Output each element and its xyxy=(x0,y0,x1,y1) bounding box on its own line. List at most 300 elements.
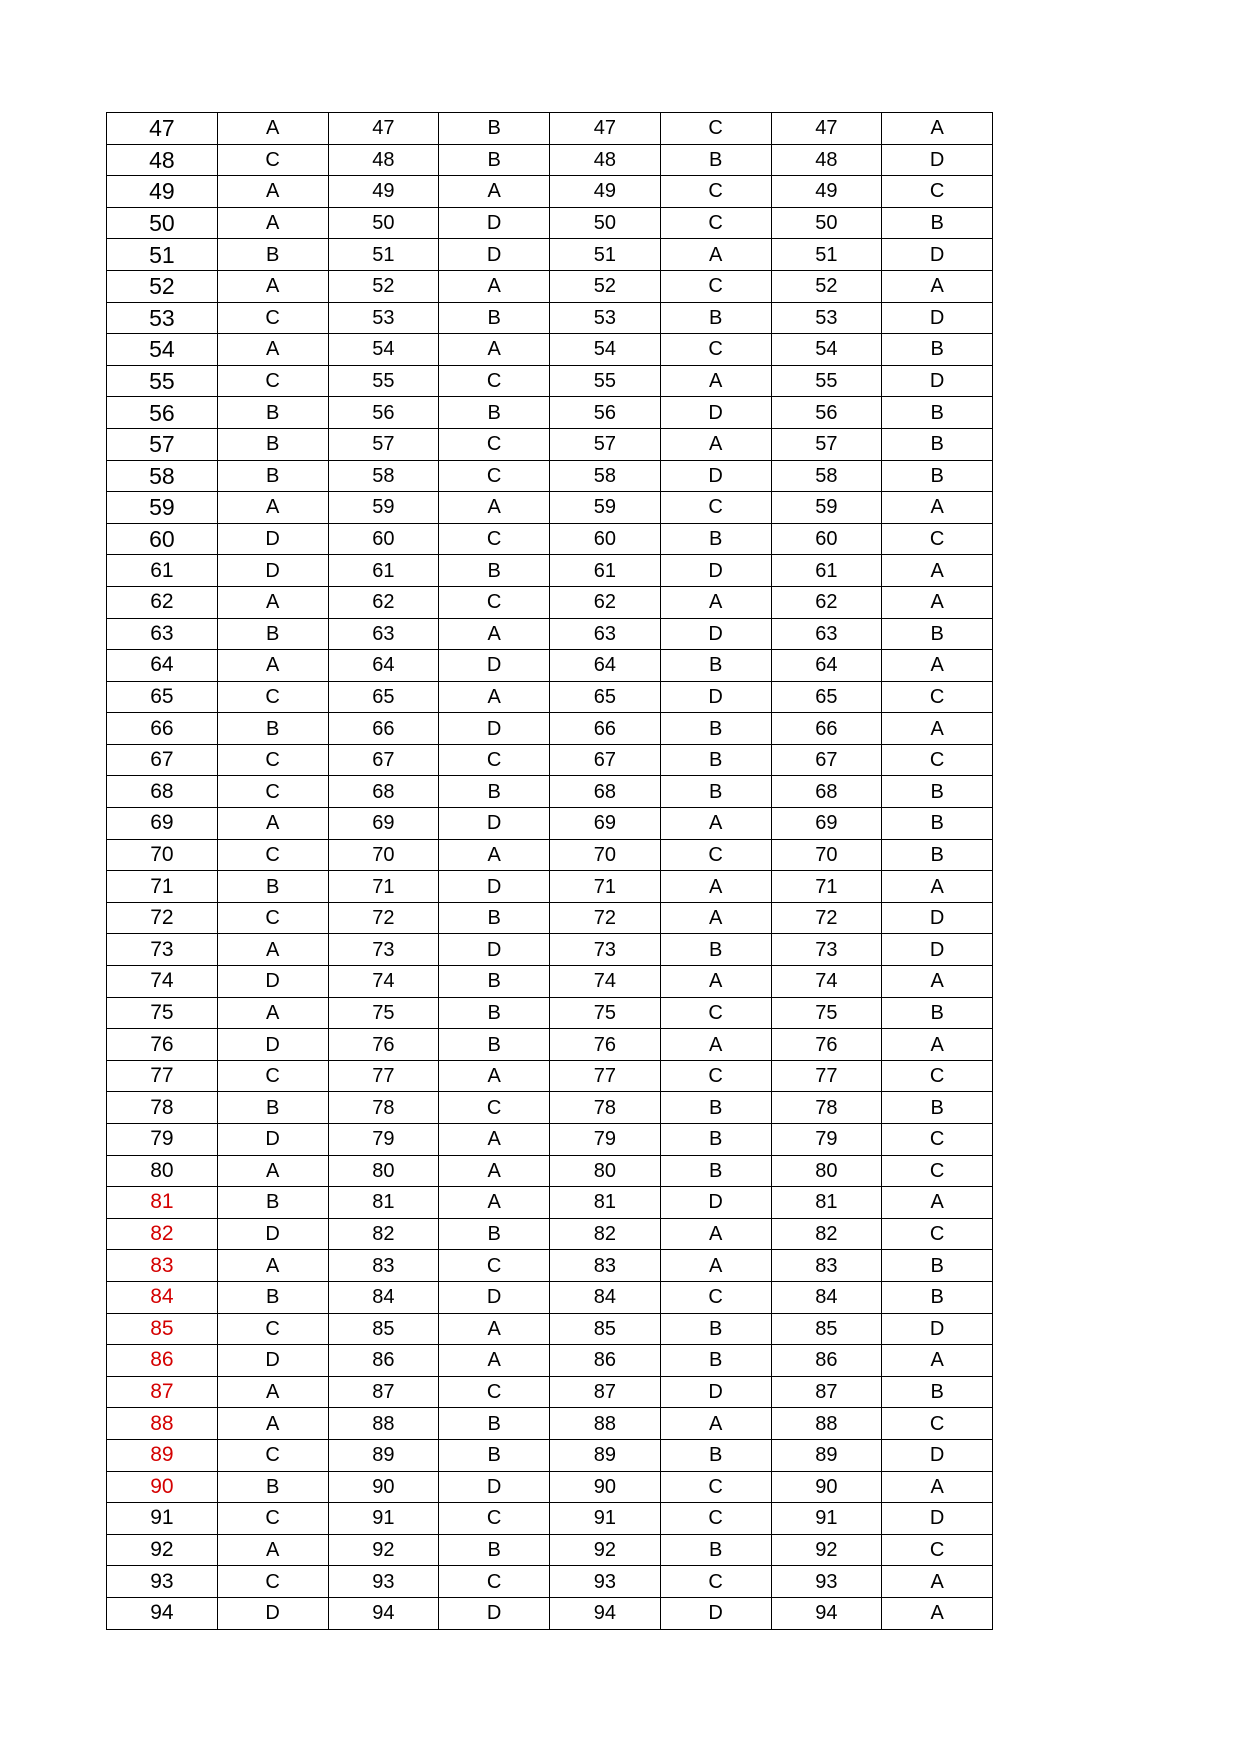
question-number-cell: 76 xyxy=(771,1029,882,1061)
answer-cell: B xyxy=(882,207,993,239)
answer-cell: B xyxy=(882,334,993,366)
table-row xyxy=(107,744,993,776)
answer-cell: B xyxy=(660,1439,771,1471)
answer-cell: B xyxy=(882,1092,993,1124)
question-number-cell: 83 xyxy=(107,1250,218,1282)
answer-cell: C xyxy=(660,839,771,871)
question-number-cell: 90 xyxy=(771,1471,882,1503)
answer-cell: A xyxy=(660,1408,771,1440)
answer-cell: C xyxy=(660,334,771,366)
answer-cell: B xyxy=(660,302,771,334)
answer-cell: B xyxy=(882,997,993,1029)
question-number-cell: 79 xyxy=(107,1124,218,1156)
question-number-cell: 80 xyxy=(107,1155,218,1187)
answer-cell: C xyxy=(439,1566,550,1598)
answer-cell: D xyxy=(439,808,550,840)
answer-cell: B xyxy=(660,1155,771,1187)
question-number-cell: 65 xyxy=(771,681,882,713)
answer-cell: C xyxy=(217,1439,328,1471)
question-number-cell: 93 xyxy=(328,1566,439,1598)
question-number-cell: 80 xyxy=(328,1155,439,1187)
answer-cell: A xyxy=(439,1155,550,1187)
answer-cell: A xyxy=(439,492,550,524)
question-number-cell: 60 xyxy=(107,523,218,555)
question-number-cell: 57 xyxy=(107,428,218,460)
table-row xyxy=(107,334,993,366)
answer-cell: C xyxy=(217,144,328,176)
table-row xyxy=(107,397,993,429)
answer-cell: A xyxy=(439,1187,550,1219)
table-row xyxy=(107,839,993,871)
question-number-cell: 59 xyxy=(328,492,439,524)
question-number-cell: 50 xyxy=(771,207,882,239)
question-number-cell: 93 xyxy=(107,1566,218,1598)
table-row xyxy=(107,1155,993,1187)
question-number-cell: 49 xyxy=(771,176,882,208)
question-number-cell: 50 xyxy=(107,207,218,239)
answer-cell: C xyxy=(439,586,550,618)
question-number-cell: 74 xyxy=(771,966,882,998)
question-number-cell: 88 xyxy=(771,1408,882,1440)
answer-cell: D xyxy=(660,1376,771,1408)
question-number-cell: 55 xyxy=(550,365,661,397)
answer-cell: D xyxy=(660,618,771,650)
question-number-cell: 51 xyxy=(107,239,218,271)
question-number-cell: 91 xyxy=(550,1503,661,1535)
table-row xyxy=(107,713,993,745)
answer-cell: B xyxy=(439,1534,550,1566)
answer-cell: C xyxy=(217,744,328,776)
question-number-cell: 81 xyxy=(771,1187,882,1219)
question-number-cell: 89 xyxy=(771,1439,882,1471)
question-number-cell: 88 xyxy=(550,1408,661,1440)
question-number-cell: 61 xyxy=(771,555,882,587)
question-number-cell: 92 xyxy=(550,1534,661,1566)
question-number-cell: 86 xyxy=(328,1345,439,1377)
answer-cell: B xyxy=(439,555,550,587)
table-row xyxy=(107,1439,993,1471)
question-number-cell: 75 xyxy=(771,997,882,1029)
question-number-cell: 71 xyxy=(771,871,882,903)
answer-cell: C xyxy=(882,1060,993,1092)
table-row xyxy=(107,270,993,302)
answer-cell: C xyxy=(217,365,328,397)
answer-cell: D xyxy=(217,1597,328,1629)
answer-cell: D xyxy=(217,966,328,998)
answer-cell: A xyxy=(660,365,771,397)
question-number-cell: 48 xyxy=(550,144,661,176)
answer-cell: C xyxy=(439,744,550,776)
question-number-cell: 73 xyxy=(550,934,661,966)
answer-cell: B xyxy=(660,934,771,966)
question-number-cell: 90 xyxy=(107,1471,218,1503)
question-number-cell: 64 xyxy=(550,650,661,682)
answer-cell: B xyxy=(882,428,993,460)
question-number-cell: 53 xyxy=(328,302,439,334)
question-number-cell: 47 xyxy=(550,113,661,145)
answer-cell: B xyxy=(882,1281,993,1313)
answer-cell: B xyxy=(217,1471,328,1503)
question-number-cell: 71 xyxy=(550,871,661,903)
answer-cell: A xyxy=(660,1218,771,1250)
question-number-cell: 94 xyxy=(107,1597,218,1629)
answer-cell: B xyxy=(660,523,771,555)
answer-cell: B xyxy=(660,1345,771,1377)
answer-cell: A xyxy=(882,1566,993,1598)
question-number-cell: 47 xyxy=(107,113,218,145)
question-number-cell: 67 xyxy=(107,744,218,776)
answer-cell: A xyxy=(217,650,328,682)
answer-cell: D xyxy=(439,1597,550,1629)
question-number-cell: 61 xyxy=(107,555,218,587)
answer-cell: B xyxy=(217,713,328,745)
answer-cell: B xyxy=(660,1534,771,1566)
table-row xyxy=(107,1218,993,1250)
answer-cell: D xyxy=(882,934,993,966)
answer-cell: A xyxy=(217,997,328,1029)
question-number-cell: 87 xyxy=(107,1376,218,1408)
question-number-cell: 51 xyxy=(328,239,439,271)
table-row xyxy=(107,997,993,1029)
table-row xyxy=(107,1408,993,1440)
question-number-cell: 74 xyxy=(328,966,439,998)
answer-cell: B xyxy=(882,776,993,808)
question-number-cell: 92 xyxy=(328,1534,439,1566)
question-number-cell: 84 xyxy=(107,1281,218,1313)
answer-cell: C xyxy=(439,460,550,492)
question-number-cell: 66 xyxy=(328,713,439,745)
answer-cell: A xyxy=(217,176,328,208)
question-number-cell: 69 xyxy=(107,808,218,840)
answer-cell: C xyxy=(882,1408,993,1440)
question-number-cell: 68 xyxy=(550,776,661,808)
question-number-cell: 94 xyxy=(550,1597,661,1629)
question-number-cell: 94 xyxy=(328,1597,439,1629)
answer-cell: D xyxy=(439,1281,550,1313)
answer-cell: D xyxy=(439,1471,550,1503)
answer-cell: A xyxy=(660,239,771,271)
answer-cell: C xyxy=(439,1250,550,1282)
answer-cell: A xyxy=(439,1313,550,1345)
answer-cell: A xyxy=(217,334,328,366)
answer-cell: B xyxy=(660,776,771,808)
question-number-cell: 90 xyxy=(550,1471,661,1503)
answer-cell: A xyxy=(217,808,328,840)
answer-cell: B xyxy=(439,397,550,429)
answer-cell: D xyxy=(882,1503,993,1535)
question-number-cell: 88 xyxy=(328,1408,439,1440)
table-row xyxy=(107,871,993,903)
question-number-cell: 48 xyxy=(107,144,218,176)
question-number-cell: 80 xyxy=(771,1155,882,1187)
answer-cell: C xyxy=(660,1281,771,1313)
table-row xyxy=(107,1092,993,1124)
table-row xyxy=(107,808,993,840)
question-number-cell: 54 xyxy=(328,334,439,366)
question-number-cell: 64 xyxy=(771,650,882,682)
answer-cell: C xyxy=(882,523,993,555)
question-number-cell: 47 xyxy=(771,113,882,145)
question-number-cell: 53 xyxy=(550,302,661,334)
answer-cell: D xyxy=(439,934,550,966)
answer-cell: C xyxy=(882,1534,993,1566)
question-number-cell: 62 xyxy=(771,586,882,618)
answer-cell: C xyxy=(439,523,550,555)
answer-cell: D xyxy=(439,207,550,239)
question-number-cell: 77 xyxy=(107,1060,218,1092)
answer-cell: B xyxy=(439,776,550,808)
answer-cell: C xyxy=(439,1092,550,1124)
answer-cell: C xyxy=(660,113,771,145)
question-number-cell: 70 xyxy=(107,839,218,871)
answer-cell: A xyxy=(439,334,550,366)
question-number-cell: 58 xyxy=(771,460,882,492)
answer-cell: A xyxy=(217,113,328,145)
question-number-cell: 59 xyxy=(107,492,218,524)
answer-cell: B xyxy=(217,1281,328,1313)
answer-cell: C xyxy=(882,1155,993,1187)
table-row xyxy=(107,555,993,587)
question-number-cell: 67 xyxy=(550,744,661,776)
question-number-cell: 52 xyxy=(107,270,218,302)
answer-cell: D xyxy=(660,1597,771,1629)
question-number-cell: 56 xyxy=(107,397,218,429)
question-number-cell: 49 xyxy=(107,176,218,208)
table-row xyxy=(107,966,993,998)
answer-cell: A xyxy=(217,1250,328,1282)
answer-cell: A xyxy=(882,1345,993,1377)
answer-cell: D xyxy=(660,555,771,587)
question-number-cell: 62 xyxy=(107,586,218,618)
question-number-cell: 55 xyxy=(771,365,882,397)
answer-cell: B xyxy=(439,997,550,1029)
answer-cell: C xyxy=(217,1503,328,1535)
answer-cell: B xyxy=(217,618,328,650)
question-number-cell: 89 xyxy=(107,1439,218,1471)
answer-cell: A xyxy=(439,270,550,302)
answer-cell: D xyxy=(217,1124,328,1156)
question-number-cell: 81 xyxy=(107,1187,218,1219)
question-number-cell: 69 xyxy=(771,808,882,840)
question-number-cell: 91 xyxy=(107,1503,218,1535)
answer-cell: B xyxy=(882,808,993,840)
answer-cell: A xyxy=(660,871,771,903)
answer-cell: A xyxy=(882,1187,993,1219)
question-number-cell: 76 xyxy=(550,1029,661,1061)
answer-cell: D xyxy=(882,1439,993,1471)
question-number-cell: 64 xyxy=(107,650,218,682)
answer-cell: B xyxy=(660,1313,771,1345)
question-number-cell: 62 xyxy=(550,586,661,618)
answer-cell: D xyxy=(660,397,771,429)
question-number-cell: 83 xyxy=(550,1250,661,1282)
answer-cell: A xyxy=(882,1029,993,1061)
answer-cell: C xyxy=(882,1124,993,1156)
answer-cell: C xyxy=(217,681,328,713)
table-row xyxy=(107,618,993,650)
answer-cell: A xyxy=(882,113,993,145)
table-row xyxy=(107,302,993,334)
table-row xyxy=(107,1534,993,1566)
question-number-cell: 69 xyxy=(328,808,439,840)
answer-cell: A xyxy=(217,934,328,966)
question-number-cell: 68 xyxy=(328,776,439,808)
answer-cell: C xyxy=(217,839,328,871)
answer-cell: D xyxy=(882,902,993,934)
question-number-cell: 89 xyxy=(328,1439,439,1471)
answer-cell: B xyxy=(439,1439,550,1471)
question-number-cell: 72 xyxy=(550,902,661,934)
answer-cell: A xyxy=(217,1408,328,1440)
question-number-cell: 51 xyxy=(550,239,661,271)
question-number-cell: 47 xyxy=(328,113,439,145)
table-row xyxy=(107,1187,993,1219)
answer-cell: A xyxy=(882,492,993,524)
table-row xyxy=(107,492,993,524)
answer-cell: C xyxy=(882,681,993,713)
question-number-cell: 60 xyxy=(771,523,882,555)
question-number-cell: 58 xyxy=(328,460,439,492)
table-row xyxy=(107,934,993,966)
table-row xyxy=(107,428,993,460)
answer-cell: B xyxy=(882,397,993,429)
answer-cell: B xyxy=(217,1092,328,1124)
question-number-cell: 76 xyxy=(107,1029,218,1061)
table-row xyxy=(107,1060,993,1092)
answer-cell: A xyxy=(660,808,771,840)
answer-cell: A xyxy=(660,966,771,998)
question-number-cell: 70 xyxy=(550,839,661,871)
answer-cell: A xyxy=(882,1597,993,1629)
question-number-cell: 83 xyxy=(771,1250,882,1282)
question-number-cell: 71 xyxy=(328,871,439,903)
table-row xyxy=(107,365,993,397)
answer-cell: A xyxy=(217,1534,328,1566)
answer-cell: C xyxy=(660,1060,771,1092)
question-number-cell: 81 xyxy=(328,1187,439,1219)
question-number-cell: 61 xyxy=(550,555,661,587)
answer-cell: D xyxy=(217,1345,328,1377)
question-number-cell: 82 xyxy=(328,1218,439,1250)
answer-cell: B xyxy=(660,1092,771,1124)
table-row xyxy=(107,1250,993,1282)
table-row xyxy=(107,1566,993,1598)
answer-cell: A xyxy=(660,902,771,934)
question-number-cell: 60 xyxy=(328,523,439,555)
question-number-cell: 56 xyxy=(771,397,882,429)
answer-cell: D xyxy=(217,1218,328,1250)
question-number-cell: 67 xyxy=(328,744,439,776)
question-number-cell: 74 xyxy=(107,966,218,998)
table-row xyxy=(107,207,993,239)
answer-cell: A xyxy=(217,207,328,239)
question-number-cell: 78 xyxy=(550,1092,661,1124)
answer-cell: B xyxy=(439,902,550,934)
question-number-cell: 77 xyxy=(771,1060,882,1092)
answer-cell: D xyxy=(882,1313,993,1345)
question-number-cell: 63 xyxy=(107,618,218,650)
question-number-cell: 77 xyxy=(328,1060,439,1092)
question-number-cell: 67 xyxy=(771,744,882,776)
answer-cell: C xyxy=(217,302,328,334)
question-number-cell: 76 xyxy=(328,1029,439,1061)
answer-cell: B xyxy=(882,1376,993,1408)
question-number-cell: 75 xyxy=(550,997,661,1029)
answer-cell: B xyxy=(439,302,550,334)
table-row xyxy=(107,1471,993,1503)
table-row xyxy=(107,144,993,176)
question-number-cell: 73 xyxy=(328,934,439,966)
question-number-cell: 63 xyxy=(550,618,661,650)
answer-cell: A xyxy=(660,586,771,618)
question-number-cell: 84 xyxy=(771,1281,882,1313)
question-number-cell: 93 xyxy=(771,1566,882,1598)
question-number-cell: 48 xyxy=(771,144,882,176)
answer-cell: C xyxy=(439,1376,550,1408)
answer-cell: A xyxy=(439,1060,550,1092)
table-row xyxy=(107,1597,993,1629)
answer-cell: A xyxy=(882,1471,993,1503)
question-number-cell: 69 xyxy=(550,808,661,840)
answer-cell: A xyxy=(217,586,328,618)
question-number-cell: 52 xyxy=(550,270,661,302)
question-number-cell: 59 xyxy=(771,492,882,524)
question-number-cell: 72 xyxy=(328,902,439,934)
answer-cell: A xyxy=(882,555,993,587)
question-number-cell: 85 xyxy=(771,1313,882,1345)
question-number-cell: 77 xyxy=(550,1060,661,1092)
answer-cell: B xyxy=(439,1408,550,1440)
answer-cell: C xyxy=(217,776,328,808)
question-number-cell: 56 xyxy=(550,397,661,429)
question-number-cell: 50 xyxy=(328,207,439,239)
answer-cell: C xyxy=(882,744,993,776)
answer-cell: A xyxy=(217,270,328,302)
answer-cell: B xyxy=(439,1029,550,1061)
answer-cell: A xyxy=(882,270,993,302)
table-row xyxy=(107,681,993,713)
answer-key-body xyxy=(107,113,993,1630)
answer-cell: C xyxy=(660,997,771,1029)
answer-cell: B xyxy=(439,1218,550,1250)
answer-cell: C xyxy=(660,270,771,302)
table-row xyxy=(107,239,993,271)
question-number-cell: 52 xyxy=(328,270,439,302)
answer-cell: A xyxy=(439,618,550,650)
answer-cell: C xyxy=(217,1313,328,1345)
question-number-cell: 87 xyxy=(328,1376,439,1408)
table-row xyxy=(107,1345,993,1377)
question-number-cell: 86 xyxy=(107,1345,218,1377)
question-number-cell: 85 xyxy=(328,1313,439,1345)
question-number-cell: 91 xyxy=(328,1503,439,1535)
question-number-cell: 80 xyxy=(550,1155,661,1187)
answer-cell: B xyxy=(660,1124,771,1156)
answer-cell: B xyxy=(217,871,328,903)
answer-cell: A xyxy=(217,1155,328,1187)
question-number-cell: 49 xyxy=(328,176,439,208)
answer-cell: B xyxy=(660,713,771,745)
question-number-cell: 61 xyxy=(328,555,439,587)
question-number-cell: 66 xyxy=(771,713,882,745)
question-number-cell: 72 xyxy=(107,902,218,934)
answer-cell: A xyxy=(660,1029,771,1061)
answer-cell: C xyxy=(660,1471,771,1503)
question-number-cell: 52 xyxy=(771,270,882,302)
question-number-cell: 58 xyxy=(107,460,218,492)
question-number-cell: 81 xyxy=(550,1187,661,1219)
answer-cell: A xyxy=(439,839,550,871)
